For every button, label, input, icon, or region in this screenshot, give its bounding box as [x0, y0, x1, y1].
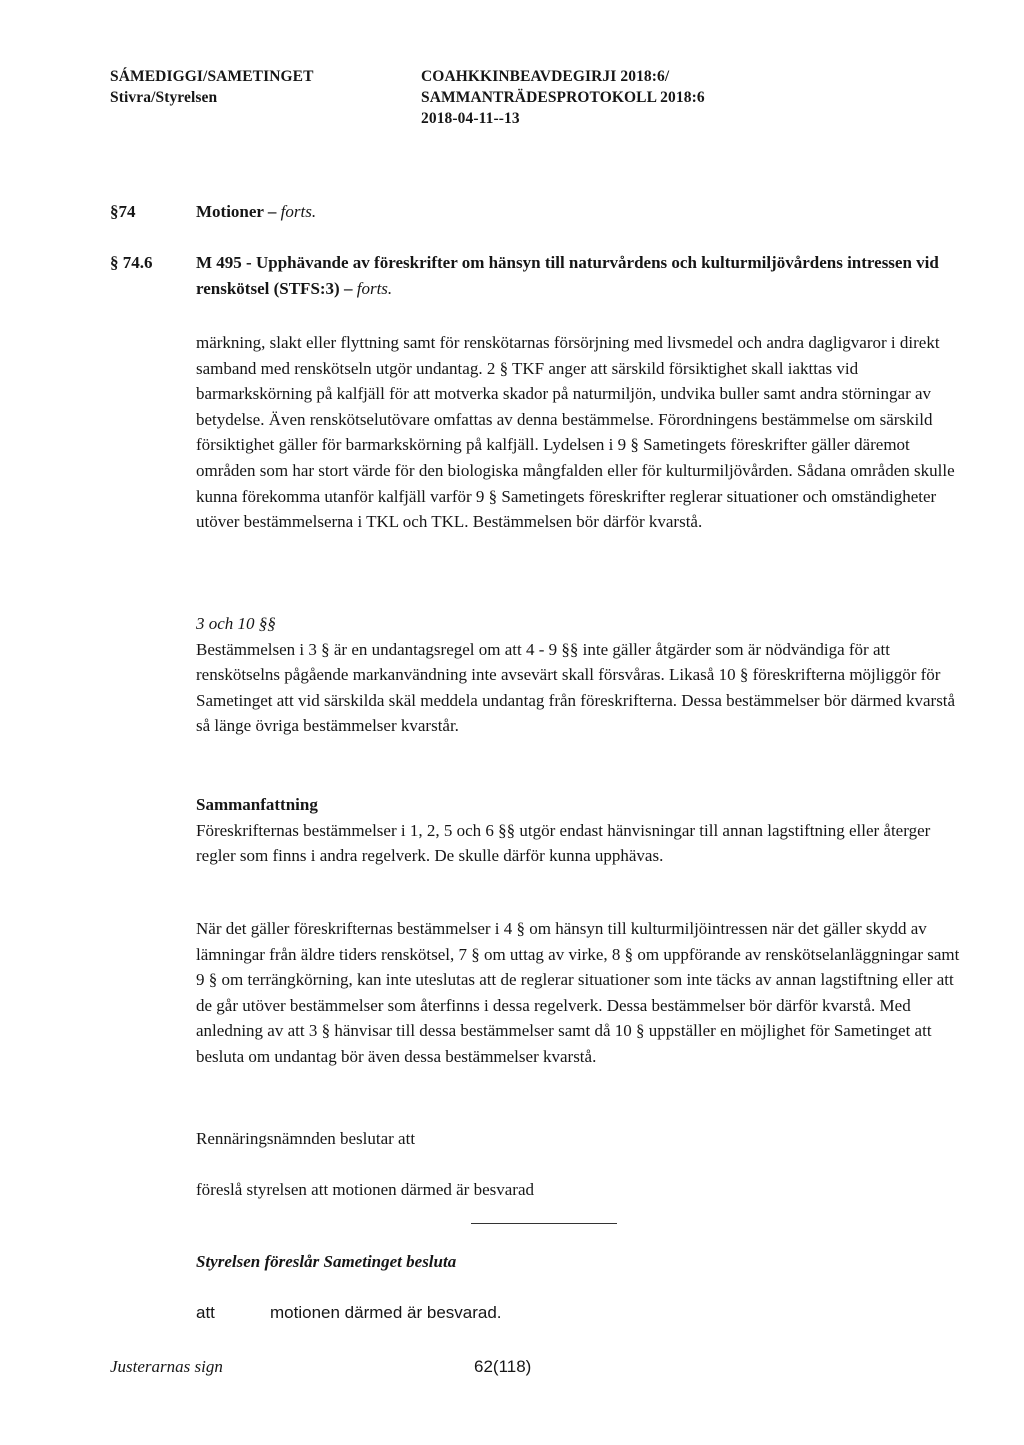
paragraph-text: märkning, slakt eller flyttning samt för renskötarnas försörjning med livsmedel och andra dagligvaror i direkt samband med renskötseln utgör undantag. 2 § TKF anger att särskild försiktighet skall iakttas vid barmarkskörning på kalfjäll för att motverka skador på naturmiljön, undvika buller samt andra störningar av betydelse. Även renskötselutövare omfattas av denna bestämmelse. Förordningens bestämmelse om särskild försiktighet gäller för barmarkskörning på kalfjäll. Lydelsen i 9 § Sametingets föreskrifter gäller däremot områden som har stort värde för den biologiska mångfalden eller för kulturmiljövården. Sådana områden skulle kunna förekomma utanför kalfjäll varför 9 § Sametingets föreskrifter reglerar situationer och omständigheter utöver bestämmelserna i TKL och TKL. Bestämmelsen bör därför kvarstå.: [196, 333, 955, 532]
protocol-date: 2018-04-11--13: [421, 110, 520, 127]
subsection-heading: [110, 250, 960, 302]
header-right: [421, 66, 705, 129]
subsection-title-forts: forts.: [356, 279, 393, 298]
section-title-text: Motioner –: [196, 202, 281, 221]
paragraph-3-och-10: [196, 611, 966, 739]
paragraph-text: Bestämmelsen i 3 § är en undantagsregel om att 4 - 9 §§ inte gäller åtgärder som är nödvändiga för att renskötselns pågående markanvändning inte avsevärt skall försvåras. Likaså 10 § föreskrifterna möjliggör för Sametinget att vid särskilda skäl meddela undantag från föreskrifterna. Dessa bestämmelser bör därmed kvarstå så länge övriga bestämmelser kvarstår.: [196, 639, 956, 736]
paragraph-continuation: [196, 330, 966, 535]
paragraph-text: Rennäringsnämnden beslutar att: [196, 1129, 416, 1148]
paragraph-decision-intro: [196, 1126, 966, 1152]
subsection-number: § 74.6: [110, 253, 153, 272]
section-number: §74: [110, 202, 136, 221]
protocol-title-swedish: SAMMANTRÄDESPROTOKOLL 2018:6: [421, 89, 705, 106]
subsection-title: [196, 250, 960, 302]
divider-line: [471, 1223, 617, 1224]
board-proposal-heading: Styrelsen föreslår Sametinget besluta: [196, 1252, 457, 1271]
paragraph-decision-proposal: [196, 1177, 966, 1203]
summary-section: [196, 792, 966, 869]
protocol-title-sami: COAHKKINBEAVDEGIRJI 2018:6/: [421, 68, 670, 85]
subsection-title-text: M 495 - Upphävande av föreskrifter om hänsyn till naturvårdens och kulturmiljövårdens intressen vid renskötsel (STFS:3) –: [196, 253, 939, 298]
decision-att: att: [196, 1303, 215, 1322]
section-heading: [110, 202, 317, 222]
paragraph-provisions: [196, 916, 966, 1070]
paragraph-text: Föreskrifternas bestämmelser i 1, 2, 5 och 6 §§ utgör endast hänvisningar till annan lagstiftning eller återger regler som finns i andra regelverk. De skulle därför kunna upphävas.: [196, 820, 931, 866]
header-left: [110, 66, 314, 108]
paragraph-subheading: 3 och 10 §§: [196, 614, 276, 633]
paragraph-text: När det gäller föreskrifternas bestämmelser i 4 § om hänsyn till kulturmiljöintressen när det gäller skydd av lämningar från äldre tiders renskötsel, 7 § om uttag av virke, 8 § om uppförande av renskötselanläggningar samt 9 § om terrängkörning, kan inte uteslutas att de reglerar situationer som inte täcks av annan lagstiftning eller att de går utöver bestämmelser som återfinns i dessa regelverk. Dessa bestämmelser bör därför kvarstå. Med anledning av att 3 § hänvisar till dessa bestämmelser samt då 10 § uppställer en möjlighet för Sametinget att besluta om undantag bör även dessa bestämmelser kvarstå.: [196, 919, 960, 1066]
board-name: Stivra/Styrelsen: [110, 89, 218, 106]
footer-signature-label: Justerarnas sign: [110, 1357, 223, 1376]
section-title-forts: forts.: [280, 202, 317, 221]
decision-text: motionen därmed är besvarad.: [270, 1303, 502, 1322]
section-title: [196, 202, 316, 222]
summary-heading: Sammanfattning: [196, 795, 318, 814]
paragraph-text: föreslå styrelsen att motionen därmed är besvarad: [196, 1180, 534, 1199]
page-number: 62(118): [474, 1357, 532, 1376]
organization-name: SÁMEDIGGI/SAMETINGET: [110, 68, 314, 85]
